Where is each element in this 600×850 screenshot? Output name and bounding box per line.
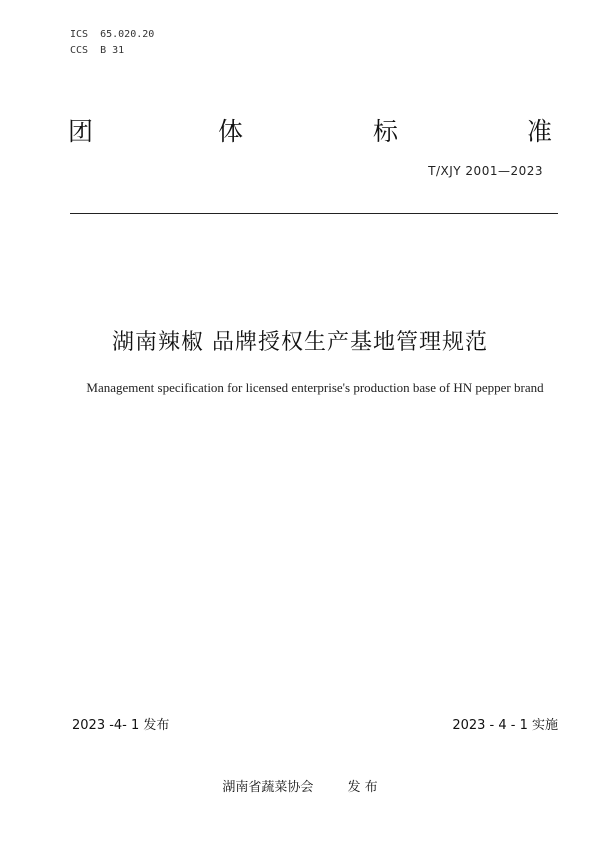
ccs-code: CCS B 31 <box>70 45 125 56</box>
issue-date: 2023 -4- 1 发布 <box>72 718 170 733</box>
doc-type-char-4: 准 <box>527 117 553 146</box>
publisher-organization: 湖南省蔬菜协会 <box>222 780 314 795</box>
doc-type-char-1: 团 <box>68 117 94 146</box>
title-chinese: 湖南辣椒 品牌授权生产基地管理规范 <box>112 330 488 355</box>
classification-codes <box>70 27 154 59</box>
doc-type-char-3: 标 <box>373 117 399 146</box>
title-english: Management specification for licensed enterprise's production base of HN pepper brand <box>86 380 544 395</box>
document-type-heading <box>0 114 600 150</box>
header-divider <box>70 213 558 214</box>
doc-type-char-2: 体 <box>218 117 244 146</box>
publisher-line <box>0 776 600 795</box>
document-number: T/XJY 2001—2023 <box>428 164 543 178</box>
ics-code: ICS 65.020.20 <box>70 29 155 40</box>
implementation-date: 2023 - 4 - 1 实施 <box>452 718 558 733</box>
publisher-action: 发 布 <box>347 780 378 795</box>
